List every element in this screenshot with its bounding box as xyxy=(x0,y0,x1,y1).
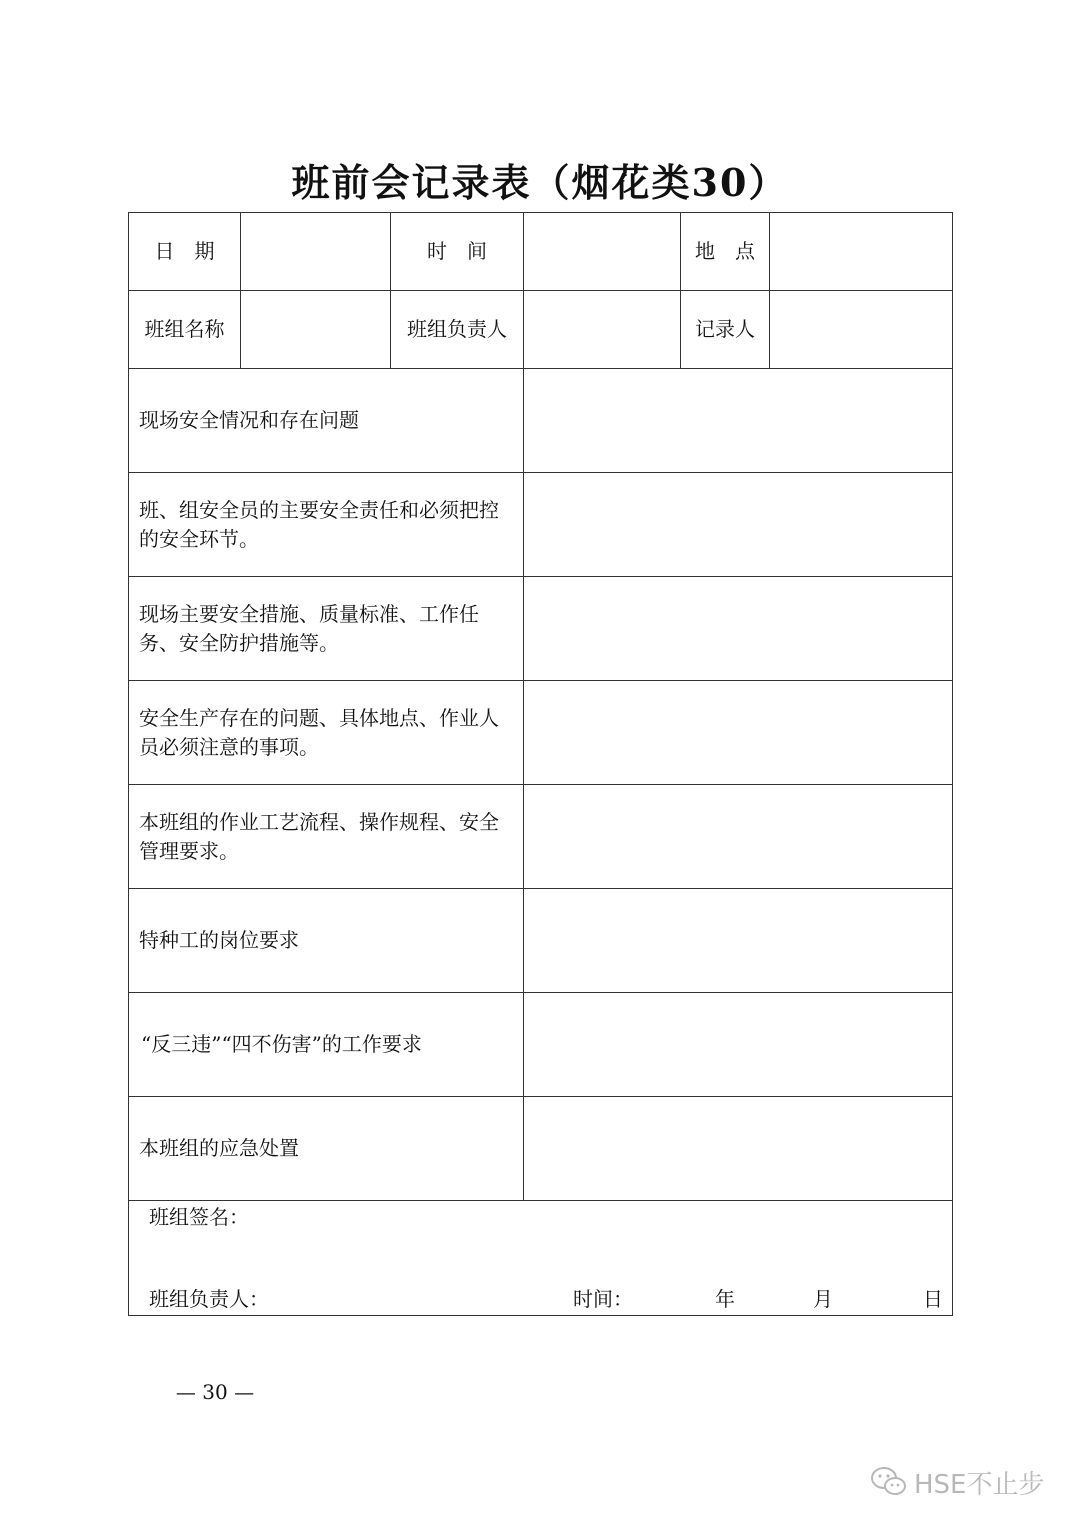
item-label: 特种工的岗位要求 xyxy=(129,889,524,993)
sign-day-label: 日 xyxy=(923,1287,943,1311)
item-label: 本班组的应急处置 xyxy=(129,1097,524,1201)
group-sign-label: 班组签名： xyxy=(149,1205,249,1229)
item-content-field[interactable] xyxy=(524,681,953,785)
place-label: 地 点 xyxy=(681,213,770,291)
watermark xyxy=(870,1462,1044,1502)
item-row-process-flow xyxy=(129,785,953,889)
item-row-safety-measures xyxy=(129,577,953,681)
time-field[interactable] xyxy=(524,213,681,291)
header-row-team-info xyxy=(129,291,953,369)
wechat-icon xyxy=(870,1466,908,1498)
signature-cell[interactable] xyxy=(129,1201,953,1316)
team-name-label: 班组名称 xyxy=(129,291,241,369)
item-content-field[interactable] xyxy=(524,577,953,681)
item-row-emergency-response xyxy=(129,1097,953,1201)
item-label: 班、组安全员的主要安全责任和必须把控的安全环节。 xyxy=(129,473,524,577)
sign-year-label: 年 xyxy=(715,1287,735,1311)
leader-sign-label: 班组负责人： xyxy=(149,1287,269,1311)
item-content-field[interactable] xyxy=(524,889,953,993)
date-field[interactable] xyxy=(241,213,391,291)
item-label: 现场安全情况和存在问题 xyxy=(129,369,524,473)
page-title: 班前会记录表（烟花类30） xyxy=(291,160,789,205)
sign-month-label: 月 xyxy=(813,1287,833,1311)
item-label: “反三违”“四不伤害”的工作要求 xyxy=(129,993,524,1097)
item-content-field[interactable] xyxy=(524,993,953,1097)
time-label: 时 间 xyxy=(391,213,524,291)
team-name-field[interactable] xyxy=(241,291,391,369)
item-row-production-issues xyxy=(129,681,953,785)
recorder-label: 记录人 xyxy=(681,291,770,369)
sign-time-label: 时间： xyxy=(573,1287,633,1311)
item-label: 本班组的作业工艺流程、操作规程、安全管理要求。 xyxy=(129,785,524,889)
item-label: 安全生产存在的问题、具体地点、作业人员必须注意的事项。 xyxy=(129,681,524,785)
item-row-site-safety xyxy=(129,369,953,473)
item-content-field[interactable] xyxy=(524,473,953,577)
header-row-date-time-place xyxy=(129,213,953,291)
item-label: 现场主要安全措施、质量标准、工作任务、安全防护措施等。 xyxy=(129,577,524,681)
place-field[interactable] xyxy=(770,213,953,291)
item-content-field[interactable] xyxy=(524,369,953,473)
item-row-special-workers xyxy=(129,889,953,993)
signature-row xyxy=(129,1201,953,1316)
recorder-field[interactable] xyxy=(770,291,953,369)
item-row-work-requirements xyxy=(129,993,953,1097)
team-leader-field[interactable] xyxy=(524,291,681,369)
meeting-record-table xyxy=(128,212,953,1316)
team-leader-label: 班组负责人 xyxy=(391,291,524,369)
item-content-field[interactable] xyxy=(524,785,953,889)
page-number: — 30 — xyxy=(175,1380,255,1404)
date-label: 日 期 xyxy=(129,213,241,291)
item-row-safety-officer xyxy=(129,473,953,577)
item-content-field[interactable] xyxy=(524,1097,953,1201)
watermark-text: HSE不止步 xyxy=(914,1469,1045,1500)
